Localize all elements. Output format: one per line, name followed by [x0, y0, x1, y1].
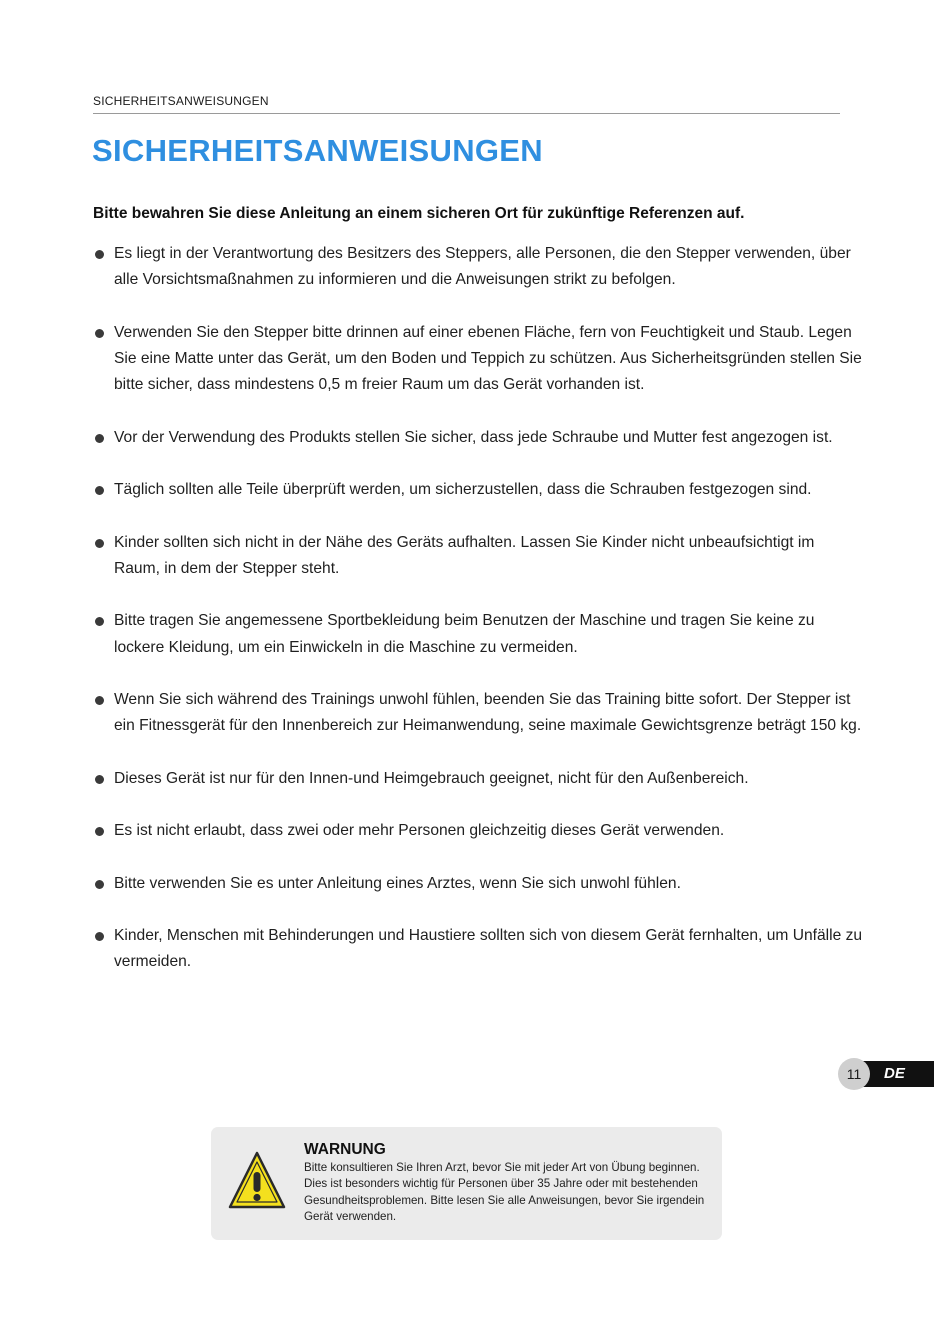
warning-box	[211, 1127, 722, 1240]
safety-instructions-list	[93, 241, 863, 1002]
bullet-icon	[95, 329, 104, 338]
list-item-text: Es ist nicht erlaubt, dass zwei oder mehr Personen gleichzeitig dieses Gerät verwenden.	[114, 822, 725, 840]
bullet-icon	[95, 827, 104, 836]
list-item	[93, 871, 863, 897]
list-item	[93, 530, 863, 582]
bullet-icon	[95, 775, 104, 784]
page-number: 11	[838, 1058, 870, 1090]
list-item	[93, 320, 863, 399]
list-item-text: Bitte verwenden Sie es unter Anleitung eines Arztes, wenn Sie sich unwohl fühlen.	[114, 874, 681, 892]
list-item	[93, 241, 863, 293]
header-divider	[93, 113, 840, 114]
list-item	[93, 425, 863, 451]
list-item	[93, 818, 863, 844]
list-item-text: Wenn Sie sich während des Trainings unwohl fühlen, beenden Sie das Training bitte sofort. Der Stepper ist ein Fitnessgerät für den Innenbereich zur Heimanwendung, seine maximale Gewichtsgrenze beträgt 150 kg.	[114, 691, 862, 735]
bullet-icon	[95, 617, 104, 626]
list-item	[93, 923, 863, 975]
intro-text: Bitte bewahren Sie diese Anleitung an einem sicheren Ort für zukünftige Referenzen auf.	[93, 205, 745, 222]
page-tab	[838, 1058, 934, 1090]
list-item	[93, 608, 863, 660]
bullet-icon	[95, 696, 104, 705]
list-item-text: Täglich sollten alle Teile überprüft werden, um sicherzustellen, dass die Schrauben festgezogen sind.	[114, 481, 812, 499]
list-item-text: Dieses Gerät ist nur für den Innen-und Heimgebrauch geeignet, nicht für den Außenbereich.	[114, 769, 749, 787]
list-item	[93, 477, 863, 503]
list-item-text: Vor der Verwendung des Produkts stellen Sie sicher, dass jede Schraube und Mutter fest angezogen ist.	[114, 428, 833, 446]
bullet-icon	[95, 250, 104, 259]
list-item-text: Kinder sollten sich nicht in der Nähe des Geräts aufhalten. Lassen Sie Kinder nicht unbeaufsichtigt im Raum, in dem der Stepper steht.	[114, 533, 815, 577]
list-item-text: Kinder, Menschen mit Behinderungen und Haustiere sollten sich von diesem Gerät fernhalten, um Unfälle zu vermeiden.	[114, 927, 863, 971]
language-label: DE	[854, 1061, 934, 1087]
list-item	[93, 766, 863, 792]
bullet-icon	[95, 932, 104, 941]
list-item-text: Es liegt in der Verantwortung des Besitzers des Steppers, alle Personen, die den Stepper verwenden, über alle Vorsichtsmaßnahmen zu informieren und die Anweisungen strikt zu befolgen.	[114, 245, 851, 289]
list-item-text: Bitte tragen Sie angemessene Sportbekleidung beim Benutzen der Maschine und tragen Sie keine zu lockere Kleidung, um ein Einwickeln in die Maschine zu vermeiden.	[114, 612, 815, 656]
page-title: SICHERHEITSANWEISUNGEN	[92, 133, 543, 168]
warning-triangle-icon	[227, 1150, 287, 1212]
warning-text: Bitte konsultieren Sie Ihren Arzt, bevor Sie mit jeder Art von Übung beginnen. Dies ist besonders wichtig für Personen über 35 Jahre oder mit bestehenden Gesundheitsproblemen. Bitte lesen Sie alle Anweisungen, bevor Sie irgendein Gerät verwenden.	[304, 1161, 705, 1223]
bullet-icon	[95, 486, 104, 495]
list-item	[93, 687, 863, 739]
warning-title: WARNUNG	[304, 1141, 386, 1158]
bullet-icon	[95, 539, 104, 548]
running-header: SICHERHEITSANWEISUNGEN	[93, 94, 269, 108]
bullet-icon	[95, 434, 104, 443]
bullet-icon	[95, 880, 104, 889]
list-item-text: Verwenden Sie den Stepper bitte drinnen auf einer ebenen Fläche, fern von Feuchtigkeit und Staub. Legen Sie eine Matte unter das Gerät, um den Boden und Teppich zu schützen. Aus Sicherheitsgründen stellen Sie bitte sicher, dass mindestens 0,5 m freier Raum um das Gerät vorhanden ist.	[114, 323, 862, 394]
